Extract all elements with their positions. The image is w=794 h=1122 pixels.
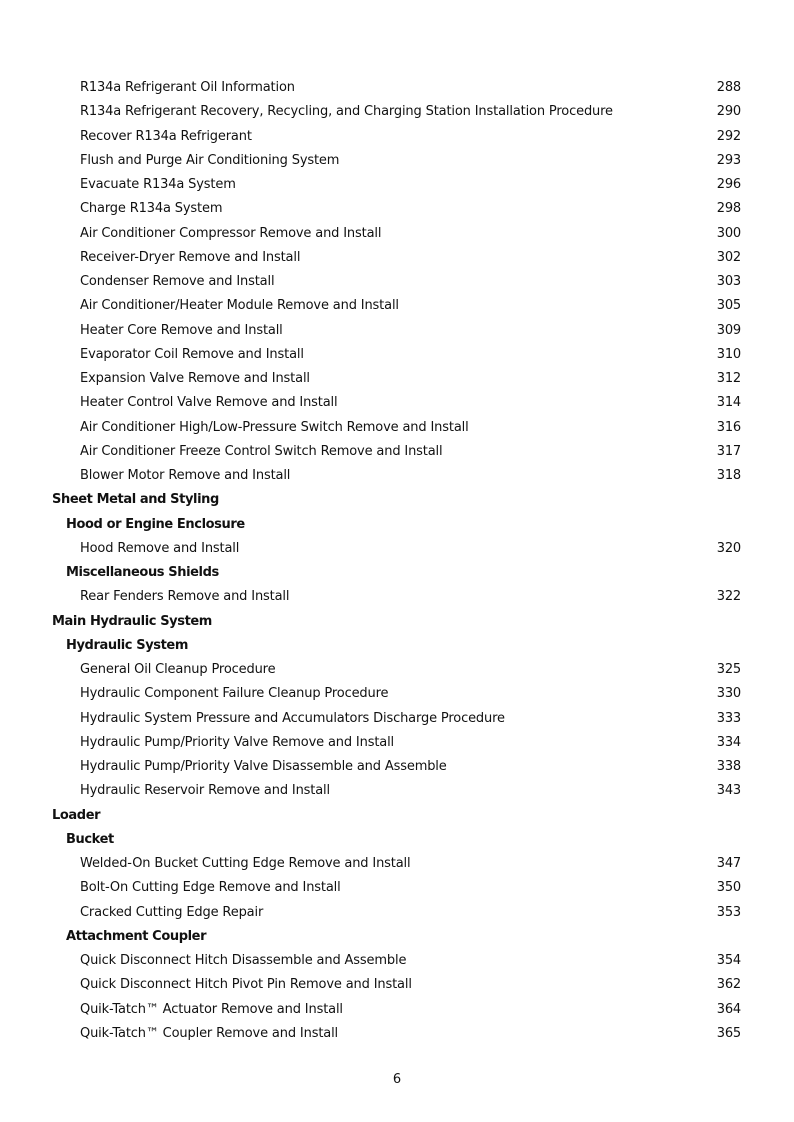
toc-entry-page: 290	[716, 104, 741, 120]
toc-entry-page: 353	[716, 904, 741, 920]
toc-entry[interactable]	[0, 440, 794, 464]
toc-entry-page: 343	[716, 783, 741, 799]
toc-entry[interactable]	[0, 367, 794, 391]
toc-entry-title: Hood Remove and Install	[80, 540, 240, 556]
toc-entry-page: 330	[716, 686, 741, 702]
toc-entry-page: 305	[716, 298, 741, 314]
toc-entry[interactable]	[0, 755, 794, 779]
toc-entry[interactable]	[0, 901, 794, 925]
toc-entry-page: 350	[716, 880, 741, 896]
toc-entry-page: 298	[716, 201, 741, 217]
toc-entry-title: R134a Refrigerant Oil Information	[80, 80, 295, 95]
toc-entry[interactable]	[0, 319, 794, 343]
toc-entry-title: Flush and Purge Air Conditioning System	[80, 152, 340, 168]
toc-entry-title: Cracked Cutting Edge Repair	[80, 904, 264, 920]
toc-entry[interactable]	[0, 682, 794, 706]
toc-entry-title: Evaporator Coil Remove and Install	[80, 346, 304, 362]
toc-entry-title: Heater Core Remove and Install	[80, 322, 283, 338]
toc-entry-page: 322	[716, 589, 741, 605]
toc-entry[interactable]	[0, 1022, 794, 1046]
toc-entry-title: Loader	[52, 807, 101, 823]
toc-entry-page: 288	[716, 80, 741, 95]
toc-entry-title: Quik-Tatch™ Actuator Remove and Install	[80, 1001, 343, 1017]
toc-entry-page: 317	[716, 443, 741, 459]
toc-entry-title: Hydraulic Pump/Priority Valve Disassemble and Assemble	[80, 759, 447, 774]
toc-subsection-heading[interactable]	[0, 561, 794, 585]
toc-entry[interactable]	[0, 246, 794, 270]
toc-entry[interactable]	[0, 585, 794, 609]
toc-entry-page: 312	[716, 371, 741, 386]
toc-entry[interactable]	[0, 76, 794, 100]
toc-entry[interactable]	[0, 949, 794, 973]
toc-subsection-heading[interactable]	[0, 828, 794, 852]
toc-entry[interactable]	[0, 343, 794, 367]
toc-entry-page: 309	[716, 322, 741, 338]
toc-entry-page: 347	[716, 856, 741, 871]
toc-entry-page: 310	[716, 346, 741, 362]
toc-entry-title: Sheet Metal and Styling	[52, 492, 219, 508]
toc-entry-title: Hydraulic Component Failure Cleanup Procedure	[80, 686, 389, 702]
toc-entry-page: 365	[716, 1025, 741, 1041]
toc-subsection-heading[interactable]	[0, 513, 794, 537]
toc-entry[interactable]	[0, 173, 794, 197]
toc-entry-page: 318	[716, 468, 741, 483]
toc-entry-title: Charge R134a System	[80, 201, 223, 217]
toc-entry-title: Air Conditioner/Heater Module Remove and Install	[80, 298, 399, 314]
toc-entry-title: Quik-Tatch™ Coupler Remove and Install	[80, 1025, 339, 1041]
toc-entry-title: General Oil Cleanup Procedure	[80, 662, 276, 677]
toc-entry[interactable]	[0, 197, 794, 221]
toc-section-heading[interactable]	[0, 804, 794, 828]
toc-entry-page: 316	[716, 419, 741, 435]
toc-subsection-heading[interactable]	[0, 634, 794, 658]
toc-entry[interactable]	[0, 973, 794, 997]
toc-entry-page: 314	[716, 395, 741, 411]
toc-entry[interactable]	[0, 100, 794, 124]
page-number: 6	[392, 1072, 402, 1087]
toc-entry-page: 293	[716, 152, 741, 168]
toc-entry[interactable]	[0, 270, 794, 294]
toc-entry-title: Air Conditioner Compressor Remove and Install	[80, 225, 382, 241]
toc-entry-page: 354	[716, 953, 741, 968]
toc-section-heading[interactable]	[0, 610, 794, 634]
toc-entry-title: Miscellaneous Shields	[66, 565, 219, 580]
toc-entry-title: Quick Disconnect Hitch Disassemble and Assemble	[80, 953, 407, 968]
toc-entry-title: Bolt-On Cutting Edge Remove and Install	[80, 880, 341, 896]
toc-entry-title: Hydraulic Reservoir Remove and Install	[80, 783, 330, 799]
toc-entry[interactable]	[0, 537, 794, 561]
toc-entry[interactable]	[0, 416, 794, 440]
toc-entry-page: 300	[716, 225, 741, 241]
toc-entry[interactable]	[0, 876, 794, 900]
toc-entry-page: 333	[716, 710, 741, 726]
toc-entry-title: Receiver-Dryer Remove and Install	[80, 249, 301, 265]
toc-entry-title: Bucket	[66, 831, 114, 847]
toc-entry[interactable]	[0, 222, 794, 246]
toc-entry-page: 292	[716, 128, 741, 144]
toc-entry-title: Heater Control Valve Remove and Install	[80, 395, 338, 411]
toc-entry[interactable]	[0, 852, 794, 876]
toc-entry-page: 302	[716, 249, 741, 265]
toc-entry-page: 320	[716, 540, 741, 556]
toc-entry[interactable]	[0, 658, 794, 682]
toc-entry[interactable]	[0, 149, 794, 173]
toc-entry-title: Hydraulic System Pressure and Accumulators Discharge Procedure	[80, 710, 505, 726]
toc-entry-title: Air Conditioner Freeze Control Switch Remove and Install	[80, 443, 443, 459]
toc-entry-title: Hydraulic Pump/Priority Valve Remove and Install	[80, 734, 395, 750]
toc-entry[interactable]	[0, 779, 794, 803]
toc-entry-title: Condenser Remove and Install	[80, 274, 275, 289]
toc-entry-title: R134a Refrigerant Recovery, Recycling, and Charging Station Installation Procedure	[80, 104, 613, 120]
toc-entry-title: Evacuate R134a System	[80, 177, 236, 192]
toc-entry-title: Hydraulic System	[66, 637, 188, 653]
toc-entry-title: Expansion Valve Remove and Install	[80, 371, 310, 386]
toc-entry-title: Main Hydraulic System	[52, 613, 212, 629]
toc-entry[interactable]	[0, 707, 794, 731]
toc-entry-page: 303	[716, 274, 741, 289]
toc-entry[interactable]	[0, 731, 794, 755]
toc-entry-page: 362	[716, 977, 741, 993]
toc-entry-title: Hood or Engine Enclosure	[66, 516, 245, 532]
toc-entry-title: Rear Fenders Remove and Install	[80, 589, 290, 605]
toc-entry-page: 334	[716, 734, 741, 750]
table-of-contents	[0, 76, 794, 1046]
toc-entry[interactable]	[0, 294, 794, 318]
toc-entry-title: Welded-On Bucket Cutting Edge Remove and Install	[80, 856, 411, 871]
toc-entry-title: Air Conditioner High/Low-Pressure Switch Remove and Install	[80, 419, 469, 435]
toc-entry-page: 296	[716, 177, 741, 192]
toc-entry-title: Quick Disconnect Hitch Pivot Pin Remove and Install	[80, 977, 412, 993]
toc-entry-title: Attachment Coupler	[66, 928, 207, 944]
toc-entry-title: Recover R134a Refrigerant	[80, 128, 252, 144]
toc-entry-page: 325	[716, 662, 741, 677]
toc-section-heading[interactable]	[0, 488, 794, 512]
toc-subsection-heading[interactable]	[0, 925, 794, 949]
toc-entry[interactable]	[0, 391, 794, 415]
toc-entry[interactable]	[0, 125, 794, 149]
toc-entry-title: Blower Motor Remove and Install	[80, 468, 291, 483]
toc-entry-page: 364	[716, 1001, 741, 1017]
toc-entry-page: 338	[716, 759, 741, 774]
toc-entry[interactable]	[0, 464, 794, 488]
toc-entry[interactable]	[0, 998, 794, 1022]
